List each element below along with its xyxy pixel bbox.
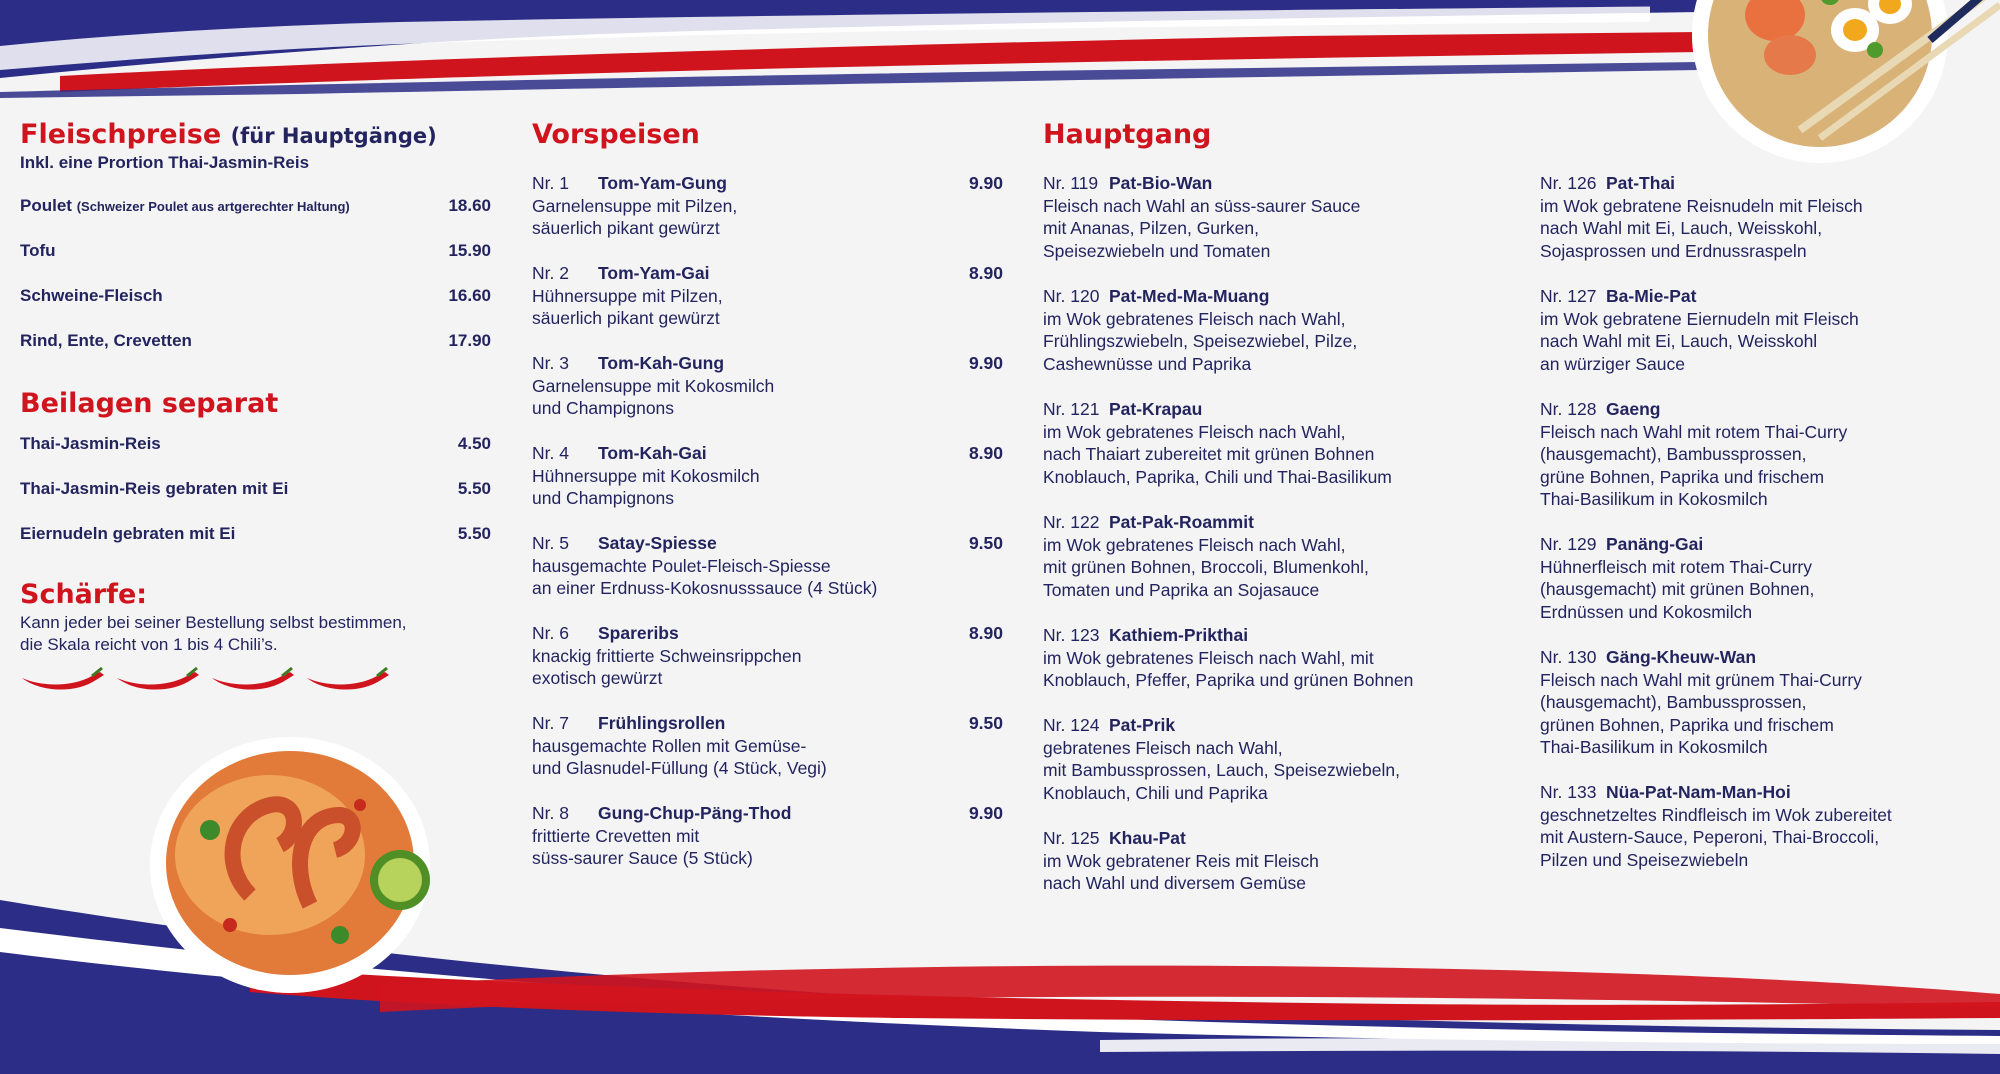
meat-price-column [20,118,491,692]
starter-item [532,262,1003,352]
main-item [1043,827,1513,917]
chili-icon [305,666,390,692]
item-description: Erdnüssen und Kokosmilch [1540,601,1753,622]
item-description: nach Wahl und diversem Gemüse [1043,873,1306,893]
item-description: nach Thaiart zubereitet mit grünen Bohnen [1043,444,1375,464]
item-number: Nr. 123 [1043,625,1100,645]
spice-heading: Schärfe: [20,579,148,610]
item-price: 9.90 [968,803,1003,823]
meat-price-row [20,195,491,240]
chili-icon [210,666,295,692]
item-description: und Glasnudel-Füllung (4 Stück, Vegi) [532,758,827,778]
starter-item [532,352,1003,442]
item-description: Knoblauch, Chili und Paprika [1043,782,1268,803]
chili-icon [20,666,105,692]
item-number: Nr. 126 [1540,173,1597,193]
side-row [20,478,491,523]
item-description: an einer Erdnuss-Kokosnusssauce (4 Stück) [532,578,878,598]
item-description: gebratenes Fleisch nach Wahl, [1043,737,1283,758]
item-number: Nr. 130 [1540,647,1597,667]
side-row [20,523,491,568]
item-number: Nr. 124 [1043,715,1100,735]
side-name: Thai-Jasmin-Reis gebraten mit Ei [20,479,289,498]
side-name: Thai-Jasmin-Reis [20,434,161,453]
item-description: Hühnersuppe mit Kokosmilch [532,465,760,486]
mains-column [1043,118,1513,917]
item-number: Nr. 133 [1540,782,1597,802]
item-name: Gaeng [1606,399,1661,419]
item-description: grünen Bohnen, Paprika und frischem [1540,714,1834,735]
side-name: Eiernudeln gebraten mit Ei [20,524,236,543]
meat-price: 17.90 [448,331,491,350]
ramen-bowl-image [1690,0,2000,165]
item-number: Nr. 4 [532,443,569,463]
item-name: Tom-Yam-Gai [598,263,710,283]
meat-note: (Schweizer Poulet aus artgerechter Haltung) [76,199,350,214]
item-name: Satay-Spiesse [598,533,717,553]
meat-price: 16.60 [448,286,491,305]
item-description: grüne Bohnen, Paprika und frischem [1540,466,1825,487]
side-price: 5.50 [457,524,491,543]
item-name: Nüa-Pat-Nam-Man-Hoi [1606,782,1791,802]
meat-price-row [20,240,491,285]
item-description: Thai-Basilikum in Kokosmilch [1540,489,1768,509]
meat-name: Schweine-Fleisch [20,286,163,305]
sides-heading: Beilagen separat [20,388,279,419]
item-number: Nr. 119 [1043,173,1099,193]
item-price: 8.90 [968,623,1003,643]
main-item [1540,172,1980,285]
item-description: Speisezwiebeln und Tomaten [1043,240,1271,261]
item-description: Garnelensuppe mit Pilzen, [532,195,738,216]
sides-list [20,433,491,568]
item-description: Frühlingszwiebeln, Speisezwiebel, Pilze, [1043,331,1358,351]
item-name: Frühlingsrollen [598,713,726,733]
item-number: Nr. 128 [1540,399,1597,419]
item-number: Nr. 6 [532,623,569,643]
item-number: Nr. 129 [1540,534,1597,554]
item-name: Tom-Kah-Gung [598,353,725,373]
meat-price-row [20,330,491,375]
starters-heading: Vorspeisen [532,119,700,150]
starter-item [532,712,1003,802]
item-name: Pat-Bio-Wan [1109,173,1213,193]
item-description: im Wok gebratenes Fleisch nach Wahl, [1043,308,1346,329]
main-item [1540,533,1980,646]
item-description: geschnetzeltes Rindfleisch im Wok zubereitet [1540,804,1892,825]
item-name: Gung-Chup-Päng-Thod [598,803,792,823]
spice-line: die Skala reicht von 1 bis 4 Chili’s. [20,635,278,654]
item-description: Garnelensuppe mit Kokosmilch [532,375,775,396]
spice-line: Kann jeder bei seiner Bestellung selbst bestimmen, [20,613,407,632]
main-item [1043,172,1513,285]
starter-item [532,622,1003,712]
item-number: Nr. 127 [1540,286,1597,306]
item-price: 9.90 [968,353,1003,373]
item-description: süss-saurer Sauce (5 Stück) [532,848,753,868]
meat-name: Poulet [20,196,72,215]
item-price: 9.50 [968,713,1003,733]
item-description: exotisch gewürzt [532,668,663,688]
meat-prices-heading [20,118,491,153]
mains-heading: Hauptgang [1043,119,1212,150]
item-name: Pat-Krapau [1109,399,1203,419]
starter-item [532,802,1003,892]
item-description: Knoblauch, Pfeffer, Paprika und grünen Bohnen [1043,670,1414,690]
item-name: Pat-Thai [1606,173,1676,193]
main-item [1540,285,1980,398]
main-item [1043,285,1513,398]
item-description: im Wok gebratenes Fleisch nach Wahl, mit [1043,647,1374,668]
item-description: im Wok gebratene Reisnudeln mit Fleisch [1540,195,1863,216]
starter-item [532,172,1003,262]
chili-scale [20,666,491,692]
meat-name: Rind, Ente, Crevetten [20,331,192,350]
item-description: Sojasprossen und Erdnussraspeln [1540,240,1807,261]
item-name: Spareribs [598,623,679,643]
item-description: mit Ananas, Pilzen, Gurken, [1043,218,1259,238]
starters-column [532,118,1003,892]
item-description: nach Wahl mit Ei, Lauch, Weisskohl, [1540,218,1823,238]
mains-column-2 [1540,172,1980,894]
item-description: mit Austern-Sauce, Peperoni, Thai-Broccoli, [1540,827,1880,847]
main-item [1043,398,1513,511]
item-description: Fleisch nach Wahl mit grünem Thai-Curry [1540,669,1862,690]
main-item [1540,781,1980,894]
item-number: Nr. 3 [532,353,569,373]
item-name: Khau-Pat [1109,828,1186,848]
item-price: 9.50 [968,533,1003,553]
meat-price-list [20,195,491,375]
item-price: 8.90 [968,263,1003,283]
item-description: im Wok gebratene Eiernudeln mit Fleisch [1540,308,1859,329]
meat-price: 15.90 [448,241,491,260]
item-number: Nr. 2 [532,263,569,283]
item-description: im Wok gebratenes Fleisch nach Wahl, [1043,421,1346,442]
main-item [1043,624,1513,714]
meat-prices-subtitle: (für Hauptgänge) [230,124,437,148]
item-description: Fleisch nach Wahl mit rotem Thai-Curry [1540,421,1848,442]
item-description: im Wok gebratenes Fleisch nach Wahl, [1043,534,1346,555]
item-description: (hausgemacht) mit grünen Bohnen, [1540,579,1815,599]
item-number: Nr. 125 [1043,828,1100,848]
spice-text [20,612,491,656]
item-description: nach Wahl mit Ei, Lauch, Weisskohl [1540,331,1818,351]
side-row [20,433,491,478]
main-item [1540,646,1980,781]
item-description: im Wok gebratener Reis mit Fleisch [1043,850,1319,871]
item-number: Nr. 7 [532,713,569,733]
starter-item [532,442,1003,532]
item-description: mit Bambussprossen, Lauch, Speisezwiebeln, [1043,760,1400,780]
meat-price-row [20,285,491,330]
item-description: säuerlich pikant gewürzt [532,218,720,238]
item-description: und Champignons [532,488,675,508]
item-name: Tom-Yam-Gung [598,173,727,193]
item-name: Panäng-Gai [1606,534,1704,554]
item-number: Nr. 8 [532,803,569,823]
item-description: Knoblauch, Paprika, Chili und Thai-Basilikum [1043,466,1392,487]
main-item [1043,511,1513,624]
item-description: (hausgemacht), Bambussprossen, [1540,692,1807,712]
side-price: 4.50 [457,434,491,453]
item-description: knackig frittierte Schweinsrippchen [532,645,802,666]
chili-icon [115,666,200,692]
item-description: Tomaten und Paprika an Sojasauce [1043,579,1320,600]
item-description: Thai-Basilikum in Kokosmilch [1540,737,1768,757]
item-name: Pat-Prik [1109,715,1176,735]
side-price: 5.50 [457,479,491,498]
item-name: Gäng-Kheuw-Wan [1606,647,1757,667]
meat-price: 18.60 [448,196,491,215]
item-price: 8.90 [968,443,1003,463]
item-number: Nr. 1 [532,173,569,193]
item-name: Pat-Pak-Roammit [1109,512,1254,532]
meat-prices-title: Fleischpreise [20,119,222,150]
item-name: Ba-Mie-Pat [1606,286,1697,306]
tom-yum-bowl-image [150,735,440,995]
item-description: Fleisch nach Wahl an süss-saurer Sauce [1043,195,1361,216]
meat-name: Tofu [20,241,56,260]
item-description: an würziger Sauce [1540,353,1685,374]
main-item [1540,398,1980,533]
item-name: Pat-Med-Ma-Muang [1109,286,1270,306]
item-description: Pilzen und Speisezwiebeln [1540,849,1749,870]
main-item [1043,714,1513,827]
item-description: hausgemachte Rollen mit Gemüse- [532,735,807,756]
item-description: mit grünen Bohnen, Broccoli, Blumenkohl, [1043,557,1369,577]
item-description: (hausgemacht), Bambussprossen, [1540,444,1807,464]
item-description: Hühnersuppe mit Pilzen, [532,285,723,306]
item-number: Nr. 122 [1043,512,1100,532]
item-description: Hühnerfleisch mit rotem Thai-Curry [1540,556,1812,577]
item-description: säuerlich pikant gewürzt [532,308,720,328]
item-description: Cashewnüsse und Paprika [1043,353,1252,374]
item-name: Tom-Kah-Gai [598,443,707,463]
item-name: Kathiem-Prikthai [1109,625,1249,645]
item-description: hausgemachte Poulet-Fleisch-Spiesse [532,555,831,576]
item-price: 9.90 [968,173,1003,193]
item-number: Nr. 121 [1043,399,1100,419]
item-description: frittierte Crevetten mit [532,825,700,846]
item-number: Nr. 120 [1043,286,1100,306]
meat-prices-note: Inkl. eine Prortion Thai-Jasmin-Reis [20,153,310,172]
item-number: Nr. 5 [532,533,569,553]
item-description: und Champignons [532,398,675,418]
starter-item [532,532,1003,622]
